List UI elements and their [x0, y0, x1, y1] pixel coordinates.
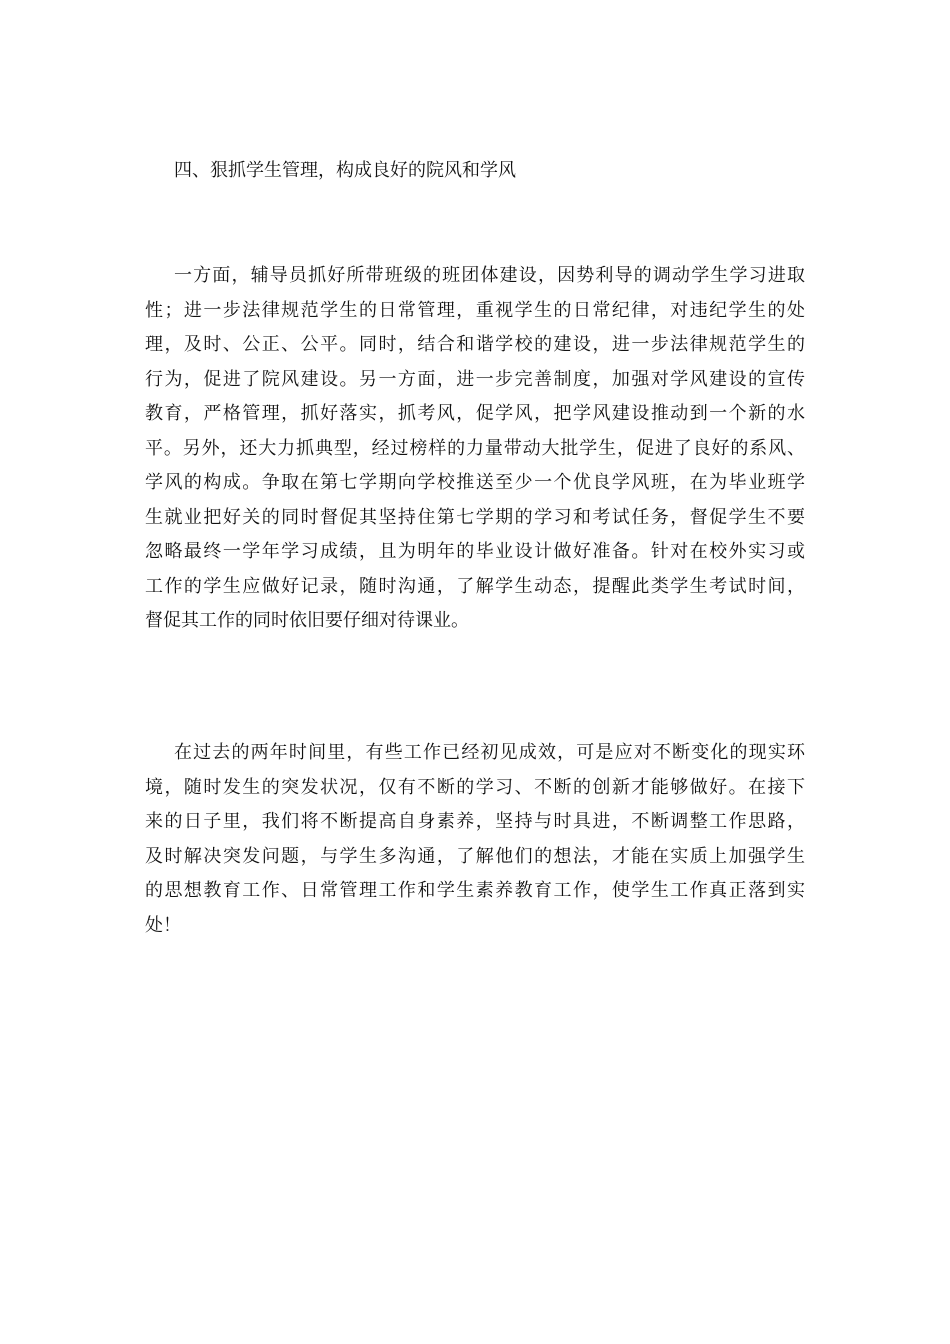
paragraph-line: 来的日子里，我们将不断提高自身素养，坚持与时具进，不断调整工作思路， [145, 811, 805, 832]
paragraph-line: 工作的学生应做好记录，随时沟通，了解学生动态，提醒此类学生考试时间， [145, 575, 805, 597]
paragraph-line: 行为，促进了院风建设。另一方面，进一步完善制度，加强对学风建设的宣传 [145, 368, 805, 390]
paragraph-line: 理，及时、公正、公平。同时，结合和谐学校的建设，进一步法律规范学生的 [145, 334, 805, 355]
paragraph-line: 忽略最终一学年学习成绩，且为明年的毕业设计做好准备。针对在校外实习或 [145, 541, 805, 562]
paragraph-line: 一方面，辅导员抓好所带班级的班团体建设，因势利导的调动学生学习进取 [174, 265, 805, 286]
paragraph-conclusion [145, 736, 805, 943]
paragraph-line: 督促其工作的同时依旧要仔细对待课业。 [145, 610, 469, 631]
paragraph-student-management [145, 259, 805, 639]
paragraph-line: 性；进一步法律规范学生的日常管理，重视学生的日常纪律，对违纪学生的处 [145, 299, 805, 321]
paragraph-line: 境，随时发生的突发状况，仅有不断的学习、不断的创新才能够做好。在接下 [145, 776, 805, 798]
paragraph-line: 及时解决突发问题，与学生多沟通，了解他们的想法，才能在实质上加强学生 [145, 845, 805, 867]
paragraph-line: 教育，严格管理，抓好落实，抓考风，促学风，把学风建设推动到一个新的水 [145, 403, 805, 424]
paragraph-line: 平。另外，还大力抓典型，经过榜样的力量带动大批学生，促进了良好的系风、 [145, 437, 805, 459]
section-heading: 四、狠抓学生管理，构成良好的院风和学风 [174, 160, 516, 181]
paragraph-line: 的思想教育工作、日常管理工作和学生素养教育工作，使学生工作真正落到实 [145, 880, 805, 901]
paragraph-line: 学风的构成。争取在第七学期向学校推送至少一个优良学风班，在为毕业班学 [145, 472, 805, 493]
paragraph-line: 在过去的两年时间里，有些工作已经初见成效，可是应对不断变化的现实环 [174, 742, 805, 763]
paragraph-line: 处！ [145, 914, 181, 936]
paragraph-line: 生就业把好关的同时督促其坚持住第七学期的学习和考试任务，督促学生不要 [145, 506, 805, 528]
